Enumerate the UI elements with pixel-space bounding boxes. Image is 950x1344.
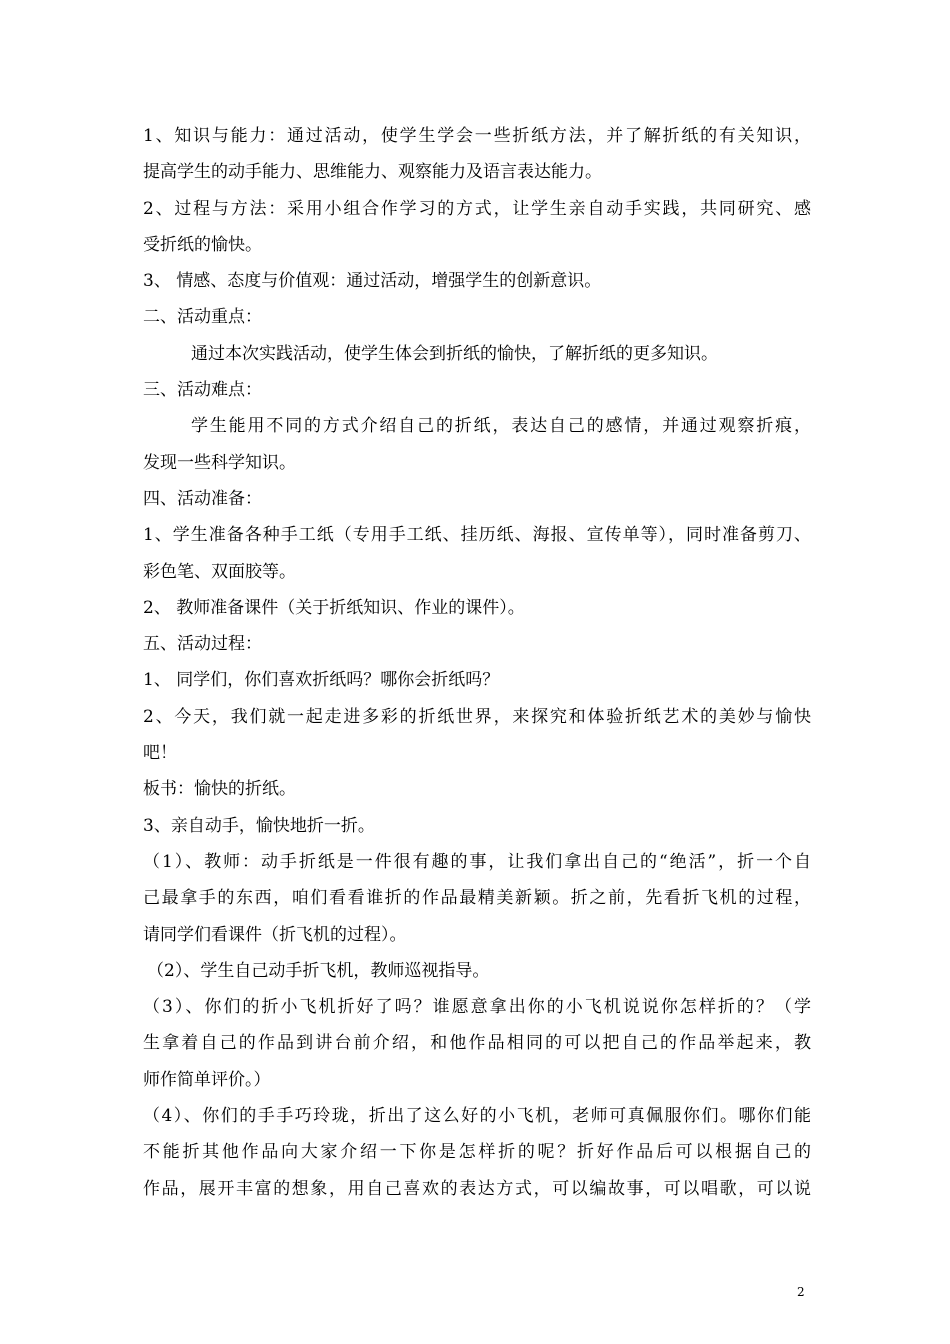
document-line: 三、活动难点： [143,380,262,401]
document-line: 学生能用不同的方式介绍自己的折纸，表达自己的感情，并通过观察折痕， [191,416,811,437]
document-line: 不能折其他作品向大家介绍一下你是怎样折的呢？折好作品后可以根据自己的 [143,1142,811,1163]
document-line: 2、今天，我们就一起走进多彩的折纸世界，来探究和体验折纸艺术的美妙与愉快 [143,706,811,727]
document-line: （2）、学生自己动手折飞机，教师巡视指导。 [147,960,490,981]
document-line: （1）、教师：动手折纸是一件很有趣的事，让我们拿出自己的“绝活”，折一个自 [143,851,811,872]
document-body [143,118,811,1207]
document-line: 1、知识与能力：通过活动，使学生学会一些折纸方法，并了解折纸的有关知识， [143,126,811,146]
document-line: （3）、你们的折小飞机折好了吗？谁愿意拿出你的小飞机说说你怎样折的？（学 [143,997,811,1018]
document-line: 受折纸的愉快。 [143,234,262,255]
document-line: 1、学生准备各种手工纸（专用手工纸、挂历纸、海报、宣传单等），同时准备剪刀、 [143,525,811,546]
document-line: 3、亲自动手，愉快地折一折。 [143,815,375,836]
document-line: 提高学生的动手能力、思维能力、观察能力及语言表达能力。 [143,162,602,183]
document-line: 五、活动过程： [143,634,262,655]
document-line: 己最拿手的东西，咱们看看谁折的作品最精美新颖。折之前，先看折飞机的过程， [143,888,811,909]
document-line: 发现一些科学知识。 [143,452,296,473]
document-line: 2、 教师准备课件（关于折纸知识、作业的课件）。 [143,597,525,618]
document-line: 吧！ [143,743,177,764]
document-line: 作品，展开丰富的想象，用自己喜欢的表达方式，可以编故事，可以唱歌，可以说 [143,1178,811,1199]
document-line: 生拿着自己的作品到讲台前介绍，和他作品相同的可以把自己的作品举起来，教 [143,1033,811,1054]
document-line: 1、 同学们，你们喜欢折纸吗？哪你会折纸吗？ [143,670,500,691]
document-line: 3、 情感、态度与价值观：通过活动，增强学生的创新意识。 [143,271,602,292]
document-line: 板书：愉快的折纸。 [143,779,296,800]
document-line: 通过本次实践活动，使学生体会到折纸的愉快，了解折纸的更多知识。 [191,343,718,364]
document-line: （4）、你们的手手巧玲珑，折出了这么好的小飞机，老师可真佩服你们。哪你们能 [143,1106,811,1127]
document-line: 二、活动重点： [143,307,262,328]
page-number: 2 [797,1285,805,1299]
document-line: 师作简单评价。） [143,1069,271,1090]
document-line: 四、活动准备： [143,488,262,509]
document-line: 2、过程与方法：采用小组合作学习的方式，让学生亲自动手实践，共同研究、感 [143,198,811,219]
document-line: 彩色笔、双面胶等。 [143,561,296,582]
document-line: 请同学们看课件（折飞机的过程）。 [143,924,407,945]
